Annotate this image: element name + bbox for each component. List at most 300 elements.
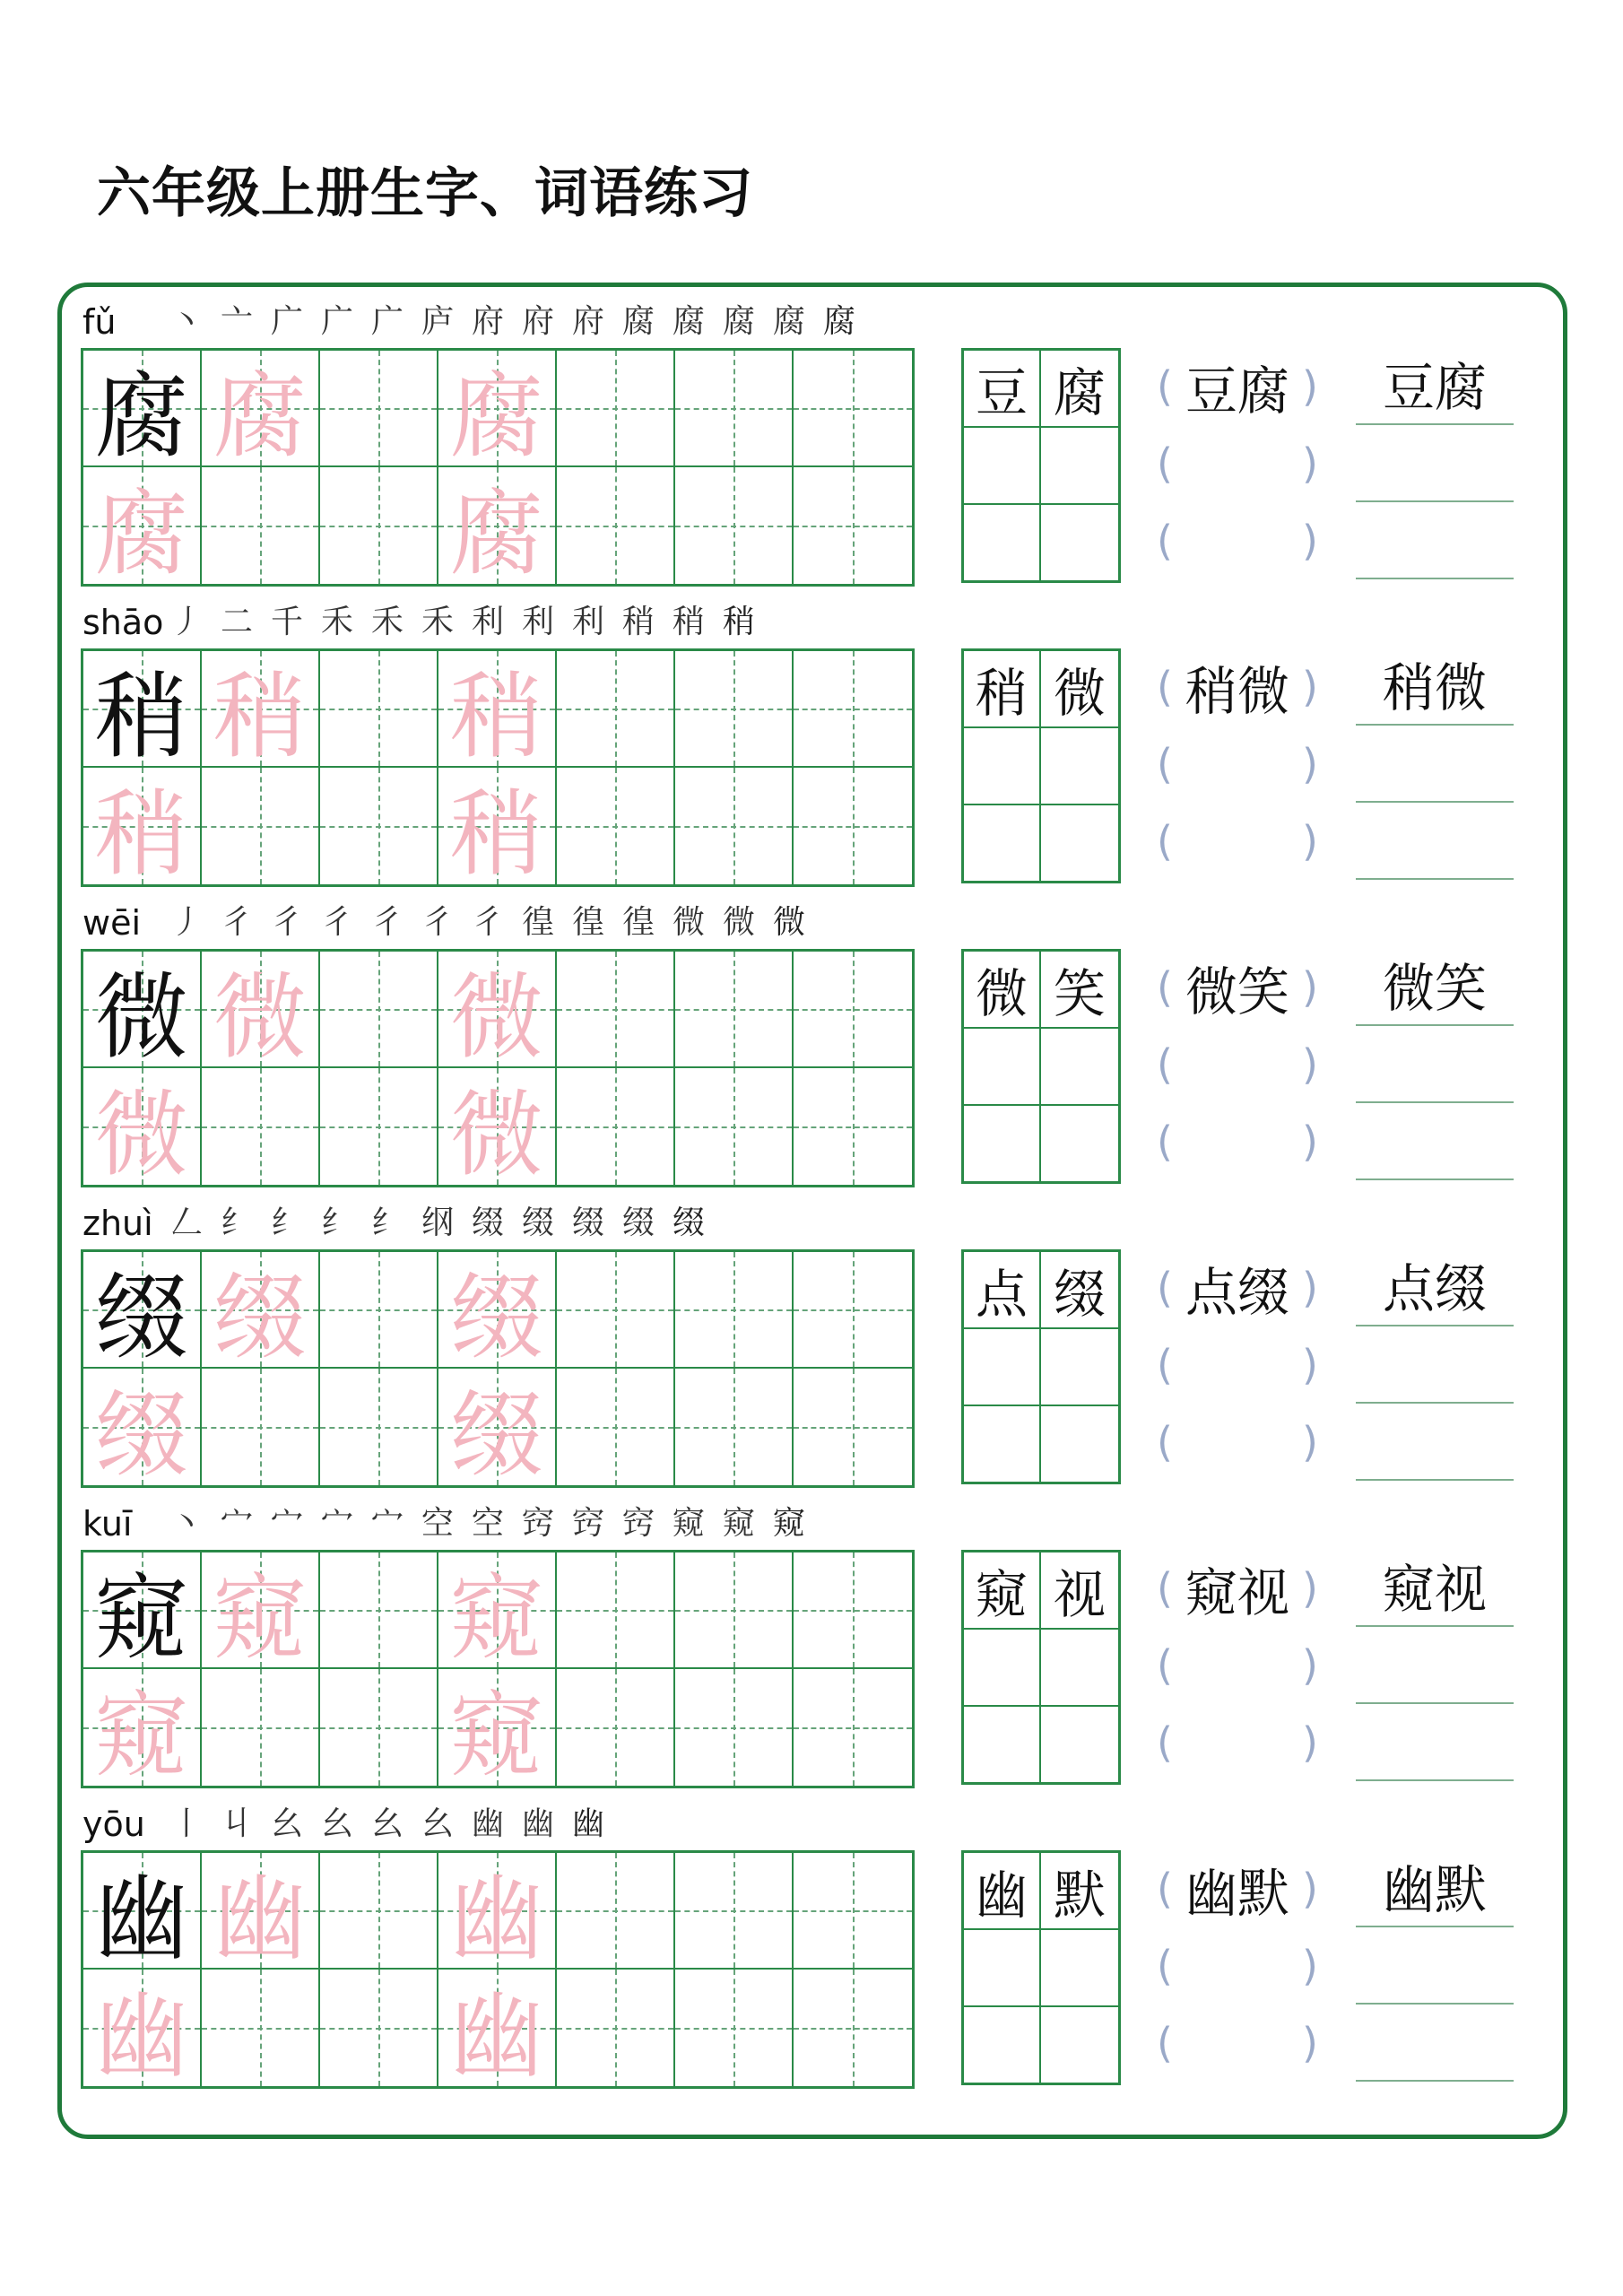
stroke-step: 窥 xyxy=(722,1505,755,1542)
practice-cell[interactable] xyxy=(675,1068,794,1185)
underline-blank[interactable] xyxy=(1356,1103,1514,1180)
practice-cell[interactable] xyxy=(202,651,320,771)
pinyin-stroke-row xyxy=(82,291,864,342)
word-box xyxy=(961,949,1121,1184)
char-section xyxy=(0,1493,1623,1794)
word-char: 腐 xyxy=(1053,362,1106,423)
stroke-step: 府 xyxy=(471,303,504,340)
paren-blank[interactable] xyxy=(1157,1326,1318,1404)
stroke-step: 彳 xyxy=(471,904,504,941)
practice-cell[interactable] xyxy=(83,1552,202,1673)
word-cell[interactable] xyxy=(964,1853,1041,1930)
pinyin-stroke-row xyxy=(82,592,764,642)
left-paren: ( xyxy=(1157,1942,1173,1990)
underline-word: 稍微 xyxy=(1382,657,1487,718)
word-cell[interactable] xyxy=(1041,1930,1118,2007)
stroke-step: 二 xyxy=(220,604,253,640)
model-char: 微 xyxy=(94,962,188,1072)
trace-char: 缀 xyxy=(449,1380,543,1490)
stroke-step: 幺 xyxy=(421,1805,454,1842)
underline-word: 窥视 xyxy=(1382,1559,1487,1620)
word-cell[interactable] xyxy=(964,805,1041,883)
word-cell[interactable] xyxy=(964,1406,1041,1483)
stroke-step: 空 xyxy=(421,1505,454,1542)
word-cell[interactable] xyxy=(964,428,1041,505)
stroke-step: 幺 xyxy=(320,1805,353,1842)
practice-cell[interactable] xyxy=(675,1970,794,2086)
practice-cell[interactable] xyxy=(202,952,320,1072)
practice-cell[interactable] xyxy=(320,1970,438,2086)
stroke-step: 徨 xyxy=(521,904,554,941)
underline-blank[interactable] xyxy=(1356,726,1514,803)
practice-cell[interactable] xyxy=(83,1970,202,2091)
practice-cell[interactable] xyxy=(83,1068,202,1189)
stroke-step: 丿 xyxy=(169,604,203,640)
left-paren: ( xyxy=(1157,663,1173,711)
stroke-step: 纲 xyxy=(421,1205,454,1241)
stroke-step: 纟 xyxy=(370,1205,404,1241)
practice-cell[interactable] xyxy=(675,1552,794,1669)
stroke-order xyxy=(161,1794,613,1844)
word-cell[interactable] xyxy=(1041,505,1118,582)
word-cell[interactable] xyxy=(1041,1029,1118,1106)
practice-cell[interactable] xyxy=(83,351,202,471)
practice-cell[interactable] xyxy=(557,1552,675,1669)
practice-cell[interactable] xyxy=(202,1853,320,1973)
practice-cell[interactable] xyxy=(675,351,794,467)
paren-blank[interactable] xyxy=(1157,1404,1318,1481)
pinyin-label: kuī xyxy=(82,1504,133,1544)
word-cell[interactable] xyxy=(964,1329,1041,1406)
practice-cell[interactable] xyxy=(557,1970,675,2086)
practice-cell[interactable] xyxy=(83,1669,202,1790)
trace-char: 幽 xyxy=(449,1864,543,1973)
practice-cell[interactable] xyxy=(794,467,912,584)
practice-cell[interactable] xyxy=(320,1369,438,1485)
char-section xyxy=(0,1794,1623,2094)
stroke-step: 彳 xyxy=(270,904,303,941)
left-paren: ( xyxy=(1157,1418,1173,1466)
word-cell[interactable] xyxy=(1041,1707,1118,1784)
practice-cell[interactable] xyxy=(794,351,912,467)
practice-cell[interactable] xyxy=(320,768,438,884)
paren-blank[interactable] xyxy=(1157,348,1318,425)
char-section xyxy=(0,291,1623,592)
word-cell[interactable] xyxy=(1041,351,1118,428)
stroke-step: 广 xyxy=(320,303,353,340)
stroke-step: 纟 xyxy=(270,1205,303,1241)
stroke-step: 腐 xyxy=(772,303,805,340)
paren-word: 微笑 xyxy=(1185,961,1289,1022)
stroke-step: 利 xyxy=(521,604,554,640)
practice-cell[interactable] xyxy=(320,1552,438,1669)
pinyin-stroke-row xyxy=(82,1193,714,1243)
word-cell[interactable] xyxy=(964,1707,1041,1784)
practice-cell[interactable] xyxy=(202,768,320,884)
word-cell[interactable] xyxy=(964,1106,1041,1183)
practice-cell[interactable] xyxy=(557,1369,675,1485)
stroke-step: 彳 xyxy=(421,904,454,941)
practice-cell[interactable] xyxy=(320,1068,438,1185)
word-cell[interactable] xyxy=(1041,952,1118,1029)
stroke-step: 微 xyxy=(722,904,755,941)
practice-cell[interactable] xyxy=(83,467,202,588)
word-cell[interactable] xyxy=(964,351,1041,428)
stroke-step: 宀 xyxy=(220,1505,253,1542)
practice-cell[interactable] xyxy=(438,467,557,588)
word-cell[interactable] xyxy=(964,1930,1041,2007)
trace-char: 腐 xyxy=(449,479,543,588)
practice-cell[interactable] xyxy=(83,768,202,889)
word-char: 笑 xyxy=(1053,963,1106,1024)
word-cell[interactable] xyxy=(1041,428,1118,505)
practice-cell[interactable] xyxy=(794,768,912,884)
stroke-step: 徨 xyxy=(571,904,604,941)
stroke-step: 𠃋 xyxy=(169,1205,203,1241)
stroke-step: 府 xyxy=(571,303,604,340)
practice-cell[interactable] xyxy=(794,952,912,1068)
word-box xyxy=(961,348,1121,583)
stroke-step: 彳 xyxy=(320,904,353,941)
stroke-step: 缀 xyxy=(672,1205,705,1241)
word-char: 点 xyxy=(975,1264,1028,1325)
underline-blank[interactable] xyxy=(1356,648,1514,726)
stroke-step: 缀 xyxy=(471,1205,504,1241)
trace-char: 稍 xyxy=(213,662,307,771)
underline-column xyxy=(1356,1249,1514,1484)
trace-char: 窥 xyxy=(449,1681,543,1790)
stroke-step: 彳 xyxy=(370,904,404,941)
word-cell[interactable] xyxy=(1041,1406,1118,1483)
practice-cell[interactable] xyxy=(675,467,794,584)
practice-cell[interactable] xyxy=(557,467,675,584)
word-cell[interactable] xyxy=(964,505,1041,582)
stroke-step: 宀 xyxy=(270,1505,303,1542)
stroke-step: 丿 xyxy=(169,904,203,941)
practice-cell[interactable] xyxy=(438,952,557,1072)
paren-blank[interactable] xyxy=(1157,1627,1318,1704)
underline-blank[interactable] xyxy=(1356,1704,1514,1781)
trace-char: 窥 xyxy=(94,1681,188,1790)
stroke-step: 稍 xyxy=(672,604,705,640)
right-paren: ) xyxy=(1302,517,1318,565)
paren-blank[interactable] xyxy=(1157,2005,1318,2082)
paren-blank[interactable] xyxy=(1157,1850,1318,1927)
trace-char: 窥 xyxy=(449,1563,543,1673)
practice-cell[interactable] xyxy=(557,1068,675,1185)
practice-cell[interactable] xyxy=(320,1669,438,1786)
trace-char: 缀 xyxy=(449,1263,543,1372)
right-paren: ) xyxy=(1302,1865,1318,1913)
underline-blank[interactable] xyxy=(1356,803,1514,880)
stroke-step: 腐 xyxy=(672,303,705,340)
left-paren: ( xyxy=(1157,1118,1173,1166)
practice-cell[interactable] xyxy=(794,1369,912,1485)
word-box xyxy=(961,1550,1121,1785)
stroke-step: 窍 xyxy=(521,1505,554,1542)
stroke-step: 幽 xyxy=(521,1805,554,1842)
practice-cell[interactable] xyxy=(675,1369,794,1485)
left-paren: ( xyxy=(1157,1718,1173,1767)
trace-char: 幽 xyxy=(213,1864,307,1973)
right-paren: ) xyxy=(1302,362,1318,411)
underline-blank[interactable] xyxy=(1356,348,1514,425)
practice-cell[interactable] xyxy=(202,1669,320,1786)
stroke-step: 腐 xyxy=(722,303,755,340)
practice-grid xyxy=(81,648,915,887)
practice-cell[interactable] xyxy=(794,1068,912,1185)
pinyin-stroke-row xyxy=(82,1794,613,1844)
stroke-step: 宀 xyxy=(320,1505,353,1542)
word-char: 幽 xyxy=(975,1865,1028,1926)
right-paren: ) xyxy=(1302,663,1318,711)
practice-cell[interactable] xyxy=(675,651,794,768)
word-cell[interactable] xyxy=(1041,1106,1118,1183)
pinyin-label: shāo xyxy=(82,603,164,642)
model-char: 稍 xyxy=(94,662,188,771)
paren-blank[interactable] xyxy=(1157,949,1318,1026)
underline-word: 豆腐 xyxy=(1382,357,1487,418)
practice-cell[interactable] xyxy=(320,1853,438,1970)
paren-blank[interactable] xyxy=(1157,1103,1318,1180)
practice-cell[interactable] xyxy=(202,467,320,584)
word-cell[interactable] xyxy=(1041,1252,1118,1329)
underline-blank[interactable] xyxy=(1356,1249,1514,1326)
word-box xyxy=(961,648,1121,883)
practice-cell[interactable] xyxy=(557,952,675,1068)
word-char: 默 xyxy=(1053,1865,1106,1926)
left-paren: ( xyxy=(1157,362,1173,411)
word-cell[interactable] xyxy=(1041,1329,1118,1406)
paren-blank[interactable] xyxy=(1157,1026,1318,1103)
stroke-step: 彳 xyxy=(220,904,253,941)
practice-cell[interactable] xyxy=(794,1669,912,1786)
stroke-step: 幺 xyxy=(270,1805,303,1842)
practice-cell[interactable] xyxy=(675,952,794,1068)
stroke-step: 微 xyxy=(772,904,805,941)
practice-cell[interactable] xyxy=(438,1669,557,1790)
stroke-step: 幽 xyxy=(471,1805,504,1842)
practice-cell[interactable] xyxy=(83,952,202,1072)
underline-column xyxy=(1356,648,1514,883)
right-paren: ) xyxy=(1302,1341,1318,1389)
left-paren: ( xyxy=(1157,1264,1173,1312)
word-cell[interactable] xyxy=(964,728,1041,805)
practice-cell[interactable] xyxy=(557,351,675,467)
practice-cell[interactable] xyxy=(320,651,438,768)
underline-blank[interactable] xyxy=(1356,1026,1514,1103)
underline-blank[interactable] xyxy=(1356,1326,1514,1404)
practice-cell[interactable] xyxy=(202,1068,320,1185)
stroke-step: 窥 xyxy=(672,1505,705,1542)
practice-cell[interactable] xyxy=(438,1853,557,1973)
word-cell[interactable] xyxy=(1041,805,1118,883)
model-char: 幽 xyxy=(94,1864,188,1973)
stroke-step: 微 xyxy=(672,904,705,941)
stroke-step: 稍 xyxy=(621,604,655,640)
right-paren: ) xyxy=(1302,817,1318,865)
model-char: 缀 xyxy=(94,1263,188,1372)
pinyin-label: fǔ xyxy=(82,302,117,342)
trace-char: 缀 xyxy=(94,1380,188,1490)
practice-cell[interactable] xyxy=(202,1252,320,1372)
trace-char: 腐 xyxy=(449,361,543,471)
stroke-step: 窍 xyxy=(571,1505,604,1542)
stroke-step: 空 xyxy=(471,1505,504,1542)
underline-blank[interactable] xyxy=(1356,1850,1514,1927)
practice-cell[interactable] xyxy=(320,952,438,1068)
word-char: 豆 xyxy=(975,362,1028,423)
underline-column xyxy=(1356,348,1514,583)
left-paren: ( xyxy=(1157,439,1173,488)
practice-cell[interactable] xyxy=(438,1970,557,2091)
practice-cell[interactable] xyxy=(438,768,557,889)
practice-cell[interactable] xyxy=(83,1369,202,1490)
word-cell[interactable] xyxy=(964,651,1041,728)
right-paren: ) xyxy=(1302,1264,1318,1312)
practice-cell[interactable] xyxy=(794,651,912,768)
underline-blank[interactable] xyxy=(1356,1627,1514,1704)
left-paren: ( xyxy=(1157,1040,1173,1089)
word-cell[interactable] xyxy=(1041,728,1118,805)
stroke-step: 禾 xyxy=(320,604,353,640)
word-cell[interactable] xyxy=(1041,651,1118,728)
word-cell[interactable] xyxy=(964,1552,1041,1630)
trace-char: 腐 xyxy=(213,361,307,471)
underline-blank[interactable] xyxy=(1356,425,1514,502)
practice-cell[interactable] xyxy=(557,1853,675,1970)
practice-cell[interactable] xyxy=(202,1369,320,1485)
underline-blank[interactable] xyxy=(1356,2005,1514,2082)
char-section xyxy=(0,1193,1623,1493)
paren-column xyxy=(1157,648,1318,883)
paren-blank[interactable] xyxy=(1157,1704,1318,1781)
paren-blank[interactable] xyxy=(1157,726,1318,803)
word-cell[interactable] xyxy=(1041,1853,1118,1930)
practice-cell[interactable] xyxy=(202,1970,320,2086)
word-cell[interactable] xyxy=(1041,2007,1118,2084)
left-paren: ( xyxy=(1157,1641,1173,1690)
underline-blank[interactable] xyxy=(1356,1404,1514,1481)
practice-cell[interactable] xyxy=(557,1252,675,1369)
trace-char: 缀 xyxy=(213,1263,307,1372)
paren-blank[interactable] xyxy=(1157,502,1318,579)
underline-blank[interactable] xyxy=(1356,1927,1514,2005)
stroke-order xyxy=(161,1493,814,1544)
practice-cell[interactable] xyxy=(794,1853,912,1970)
practice-cell[interactable] xyxy=(83,1252,202,1372)
word-cell[interactable] xyxy=(1041,1630,1118,1707)
trace-char: 幽 xyxy=(449,1981,543,2091)
practice-cell[interactable] xyxy=(438,1369,557,1490)
word-cell[interactable] xyxy=(1041,1552,1118,1630)
paren-blank[interactable] xyxy=(1157,803,1318,880)
practice-cell[interactable] xyxy=(202,1552,320,1673)
practice-cell[interactable] xyxy=(320,467,438,584)
practice-cell[interactable] xyxy=(675,1669,794,1786)
practice-cell[interactable] xyxy=(794,1970,912,2086)
stroke-step: 丶 xyxy=(169,1505,203,1542)
underline-blank[interactable] xyxy=(1356,949,1514,1026)
practice-cell[interactable] xyxy=(83,651,202,771)
practice-cell[interactable] xyxy=(438,651,557,771)
practice-cell[interactable] xyxy=(320,351,438,467)
word-char: 视 xyxy=(1053,1564,1106,1625)
left-paren: ( xyxy=(1157,817,1173,865)
practice-cell[interactable] xyxy=(675,768,794,884)
word-char: 稍 xyxy=(975,663,1028,724)
paren-blank[interactable] xyxy=(1157,1249,1318,1326)
stroke-step: 禾 xyxy=(370,604,404,640)
left-paren: ( xyxy=(1157,740,1173,788)
word-cell[interactable] xyxy=(964,1630,1041,1707)
stroke-step: 窥 xyxy=(772,1505,805,1542)
paren-blank[interactable] xyxy=(1157,425,1318,502)
stroke-step: 宀 xyxy=(370,1505,404,1542)
practice-cell[interactable] xyxy=(794,1552,912,1669)
pinyin-stroke-row xyxy=(82,892,814,943)
left-paren: ( xyxy=(1157,1564,1173,1613)
stroke-step: 徨 xyxy=(621,904,655,941)
practice-cell[interactable] xyxy=(320,1252,438,1369)
stroke-step: 缀 xyxy=(621,1205,655,1241)
right-paren: ) xyxy=(1302,1942,1318,1990)
stroke-step: 丶 xyxy=(169,303,203,340)
practice-cell[interactable] xyxy=(438,1552,557,1673)
paren-column xyxy=(1157,1850,1318,2085)
practice-cell[interactable] xyxy=(438,351,557,471)
paren-blank[interactable] xyxy=(1157,1550,1318,1627)
word-char: 微 xyxy=(975,963,1028,1024)
underline-blank[interactable] xyxy=(1356,1550,1514,1627)
trace-char: 微 xyxy=(94,1080,188,1189)
practice-cell[interactable] xyxy=(675,1853,794,1970)
trace-char: 幽 xyxy=(94,1981,188,2091)
paren-blank[interactable] xyxy=(1157,648,1318,726)
paren-word: 幽默 xyxy=(1185,1863,1289,1924)
practice-cell[interactable] xyxy=(438,1068,557,1189)
practice-cell[interactable] xyxy=(438,1252,557,1372)
practice-cell[interactable] xyxy=(557,768,675,884)
word-cell[interactable] xyxy=(964,1029,1041,1106)
trace-char: 微 xyxy=(449,962,543,1072)
underline-column xyxy=(1356,1550,1514,1785)
trace-char: 微 xyxy=(449,1080,543,1189)
paren-blank[interactable] xyxy=(1157,1927,1318,2005)
underline-blank[interactable] xyxy=(1356,502,1514,579)
word-char: 微 xyxy=(1053,663,1106,724)
practice-cell[interactable] xyxy=(83,1853,202,1973)
practice-cell[interactable] xyxy=(557,651,675,768)
model-char: 腐 xyxy=(94,361,188,471)
paren-column xyxy=(1157,949,1318,1184)
word-cell[interactable] xyxy=(964,952,1041,1029)
trace-char: 微 xyxy=(213,962,307,1072)
left-paren: ( xyxy=(1157,963,1173,1012)
word-box xyxy=(961,1850,1121,2085)
stroke-step: 腐 xyxy=(621,303,655,340)
word-cell[interactable] xyxy=(964,1252,1041,1329)
practice-cell[interactable] xyxy=(675,1252,794,1369)
word-cell[interactable] xyxy=(964,2007,1041,2084)
practice-cell[interactable] xyxy=(557,1669,675,1786)
left-paren: ( xyxy=(1157,1865,1173,1913)
word-box xyxy=(961,1249,1121,1484)
practice-cell[interactable] xyxy=(202,351,320,471)
stroke-step: 窍 xyxy=(621,1505,655,1542)
paren-word: 窥视 xyxy=(1185,1562,1289,1623)
practice-cell[interactable] xyxy=(794,1252,912,1369)
